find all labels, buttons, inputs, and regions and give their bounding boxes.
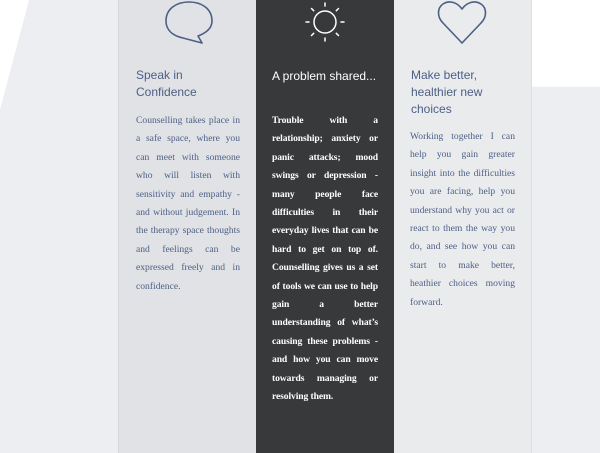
column-healthier-choices <box>394 0 532 453</box>
heart-icon <box>437 0 487 46</box>
column-problem-shared <box>256 0 394 453</box>
speech-bubble-icon <box>164 0 214 46</box>
column-heading: A problem shared... <box>272 69 377 83</box>
column-body: Counselling takes place in a safe space, where you can meet with someone who will listen with sensitivity and empathy - and without judgement. In the therapy space thoughts and feelings can be expressed freely and in confidence. <box>136 115 240 292</box>
background-right <box>532 0 600 453</box>
column-heading: Make better, healthier new choices <box>411 68 483 116</box>
column-body: Working together I can help you gain greater insight into the difficulties you are facing, help you understand why you act or react to them the way you do, and see how you can start to make better, heathier choices moving forward. <box>410 131 515 308</box>
sun-icon <box>301 0 349 48</box>
column-body: Trouble with a relationship; anxiety or panic attacks; mood swings or depression - many people face difficulties in their everyday lives that can be hard to get on top of. Counselling gives us a set of tools we can use to help gain a better understanding of what’s causing these problems - and how you can move towards managing or resolving them. <box>272 115 378 403</box>
column-speak-in-confidence <box>118 0 256 453</box>
background-left-shape <box>0 0 120 453</box>
column-heading: Speak in Confidence <box>136 68 197 99</box>
